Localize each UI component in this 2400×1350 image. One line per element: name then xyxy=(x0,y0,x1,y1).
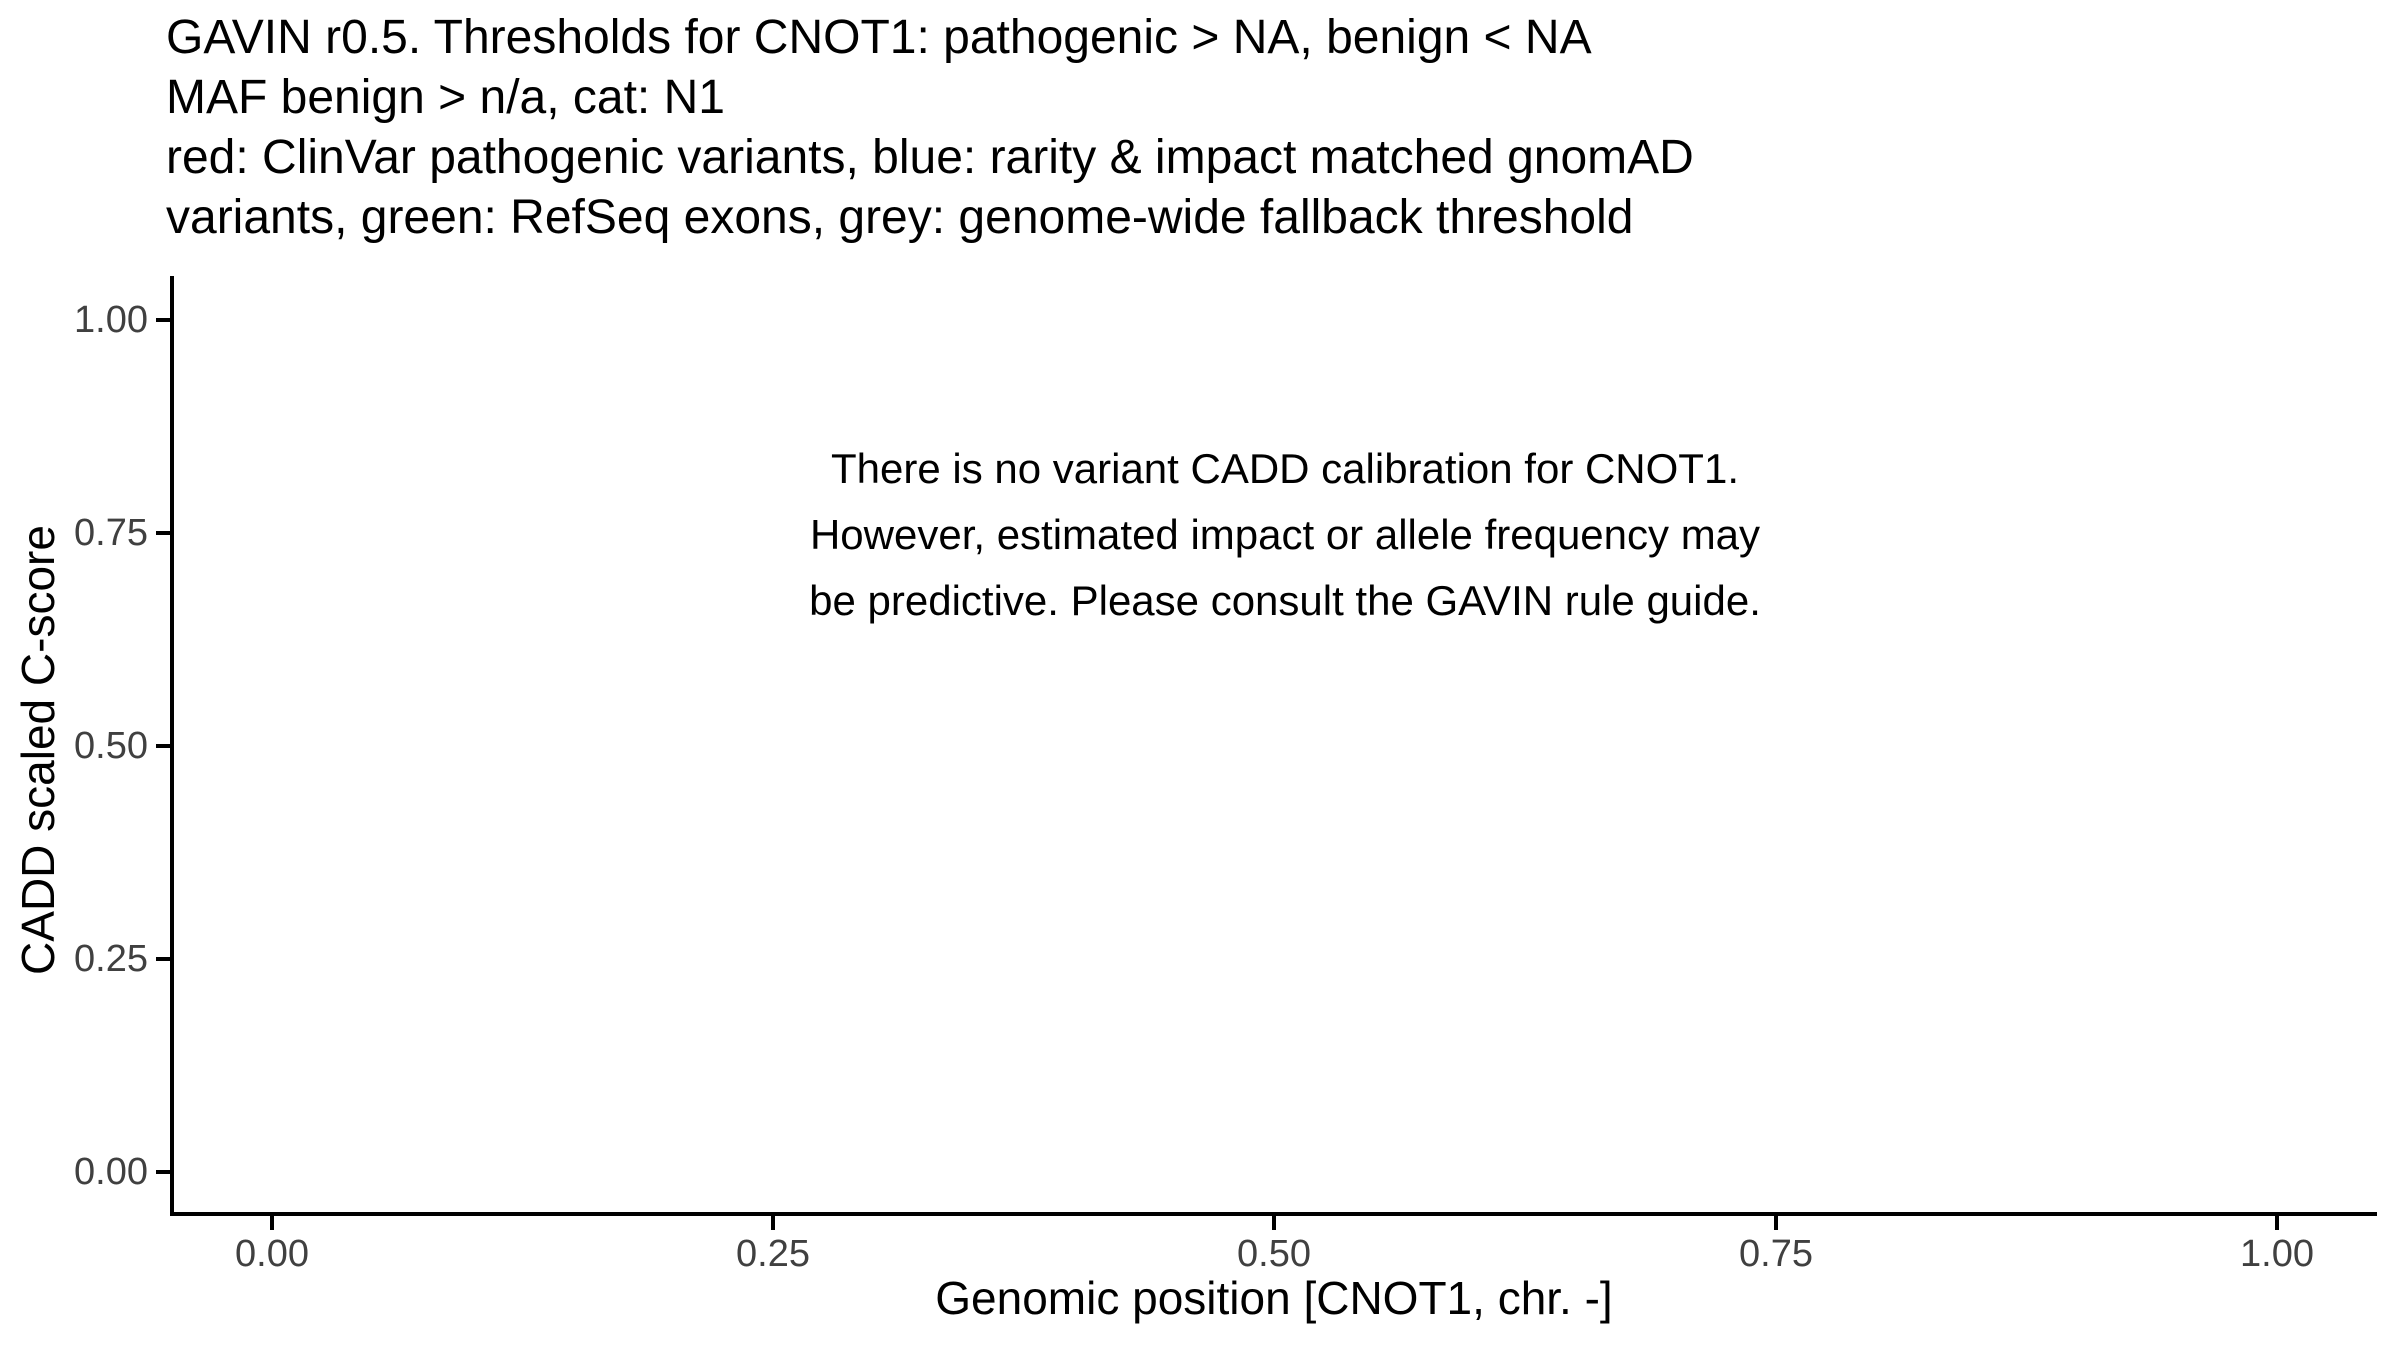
x-tick-mark-0.00 xyxy=(270,1216,274,1230)
y-tick-mark-0.75 xyxy=(156,531,170,535)
x-tick-label-0.50: 0.50 xyxy=(1237,1233,1311,1275)
y-tick-mark-0.50 xyxy=(156,744,170,748)
y-tick-label-1.00: 1.00 xyxy=(74,299,148,341)
y-axis-title: CADD scaled C-score xyxy=(12,525,64,975)
y-tick-label-0.25: 0.25 xyxy=(74,938,148,980)
x-tick-label-0.00: 0.00 xyxy=(235,1233,309,1275)
y-tick-mark-1.00 xyxy=(156,318,170,322)
y-tick-mark-0.25 xyxy=(156,957,170,961)
x-tick-mark-0.50 xyxy=(1272,1216,1276,1230)
no-calibration-message-line-2: However, estimated impact or allele frequency may xyxy=(809,511,1761,558)
chart-title-line-2: MAF benign > n/a, cat: N1 xyxy=(166,71,725,124)
x-tick-mark-0.25 xyxy=(771,1216,775,1230)
x-tick-mark-1.00 xyxy=(2275,1216,2279,1230)
y-tick-label-0.75: 0.75 xyxy=(74,512,148,554)
chart-title-line-4: variants, green: RefSeq exons, grey: genome-wide fallback threshold xyxy=(166,191,1634,244)
x-tick-label-0.25: 0.25 xyxy=(736,1233,810,1275)
y-tick-mark-0.00 xyxy=(156,1170,170,1174)
x-tick-label-1.00: 1.00 xyxy=(2240,1233,2314,1275)
no-calibration-message xyxy=(685,436,1885,634)
x-tick-mark-0.75 xyxy=(1774,1216,1778,1230)
y-axis-line xyxy=(170,276,174,1216)
no-calibration-message-line-1: There is no variant CADD calibration for CNOT1. xyxy=(831,445,1739,492)
y-tick-label-0.00: 0.00 xyxy=(74,1151,148,1193)
chart-title-line-3: red: ClinVar pathogenic variants, blue: rarity & impact matched gnomAD xyxy=(166,131,1694,184)
chart-title xyxy=(166,8,1694,248)
no-calibration-message-line-3: be predictive. Please consult the GAVIN rule guide. xyxy=(809,577,1761,624)
x-axis-title: Genomic position [CNOT1, chr. -] xyxy=(935,1272,1613,1324)
plot-area xyxy=(172,278,2377,1214)
x-tick-label-0.75: 0.75 xyxy=(1739,1233,1813,1275)
y-tick-label-0.50: 0.50 xyxy=(74,725,148,767)
chart-title-line-1: GAVIN r0.5. Thresholds for CNOT1: pathogenic > NA, benign < NA xyxy=(166,11,1592,64)
